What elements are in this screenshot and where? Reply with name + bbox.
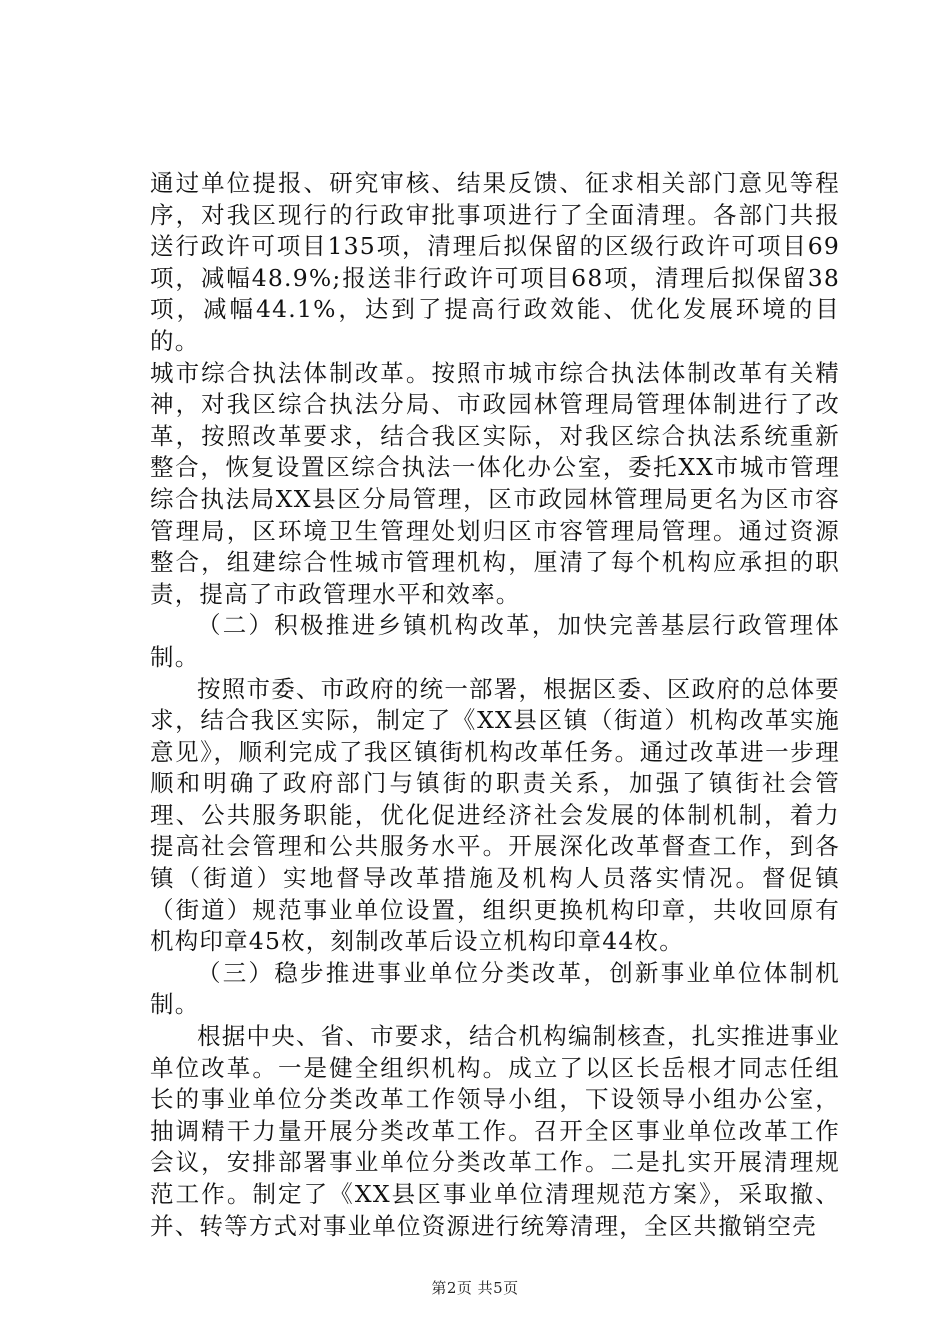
document-body [150,168,840,1242]
paragraph-urban-enforcement: 城市综合执法体制改革。按照市城市综合执法体制改革有关精神，对我区综合执法分局、市政园林管理局管理体制进行了改革，按照改革要求，结合我区实际，对我区综合执法系统重新整合，恢复设置区综合执法一体化办公室，委托XX市城市管理综合执法局XX县区分局管理，区市政园林管理局更名为区市容管理局，区环境卫生管理处划归区市容管理局管理。通过资源整合，组建综合性城市管理机构，厘清了每个机构应承担的职责，提高了市政管理水平和效率。 [150,358,840,608]
paragraph-public-institution-reform: 根据中央、省、市要求，结合机构编制核查，扎实推进事业单位改革。一是健全组织机构。成立了以区长岳根才同志任组长的事业单位分类改革工作领导小组，下设领导小组办公室，抽调精干力量开展分类改革工作。召开全区事业单位改革工作会议，安排部署事业单位分类改革工作。二是扎实开展清理规范工作。制定了《XX县区事业单位清理规范方案》，采取撤、并、转等方式对事业单位资源进行统筹清理，全区共撤销空壳 [150,1022,840,1240]
paragraph-approval-cleanup: 通过单位提报、研究审核、结果反馈、征求相关部门意见等程序，对我区现行的行政审批事项进行了全面清理。各部门共报送行政许可项目135项，清理后拟保留的区级行政许可项目69项，减幅48.9%;报送非行政许可项目68项，清理后拟保留38项，减幅44.1%，达到了提高行政效能、优化发展环境的目的。 [150,169,840,355]
paragraph-township-reform: 按照市委、市政府的统一部署，根据区委、区政府的总体要求，结合我区实际，制定了《XX县区镇（街道）机构改革实施意见》，顺利完成了我区镇街机构改革任务。通过改革进一步理顺和明确了政府部门与镇街的职责关系，加强了镇街社会管理、公共服务职能，优化促进经济社会发展的体制机制，着力提高社会管理和公共服务水平。开展深化改革督查工作，到各镇（街道）实地督导改革措施及机构人员落实情况。督促镇（街道）规范事业单位设置，组织更换机构印章，共收回原有机构印章45枚，刻制改革后设立机构印章44枚。 [150,674,840,956]
section-heading-township-reform: （二）积极推进乡镇机构改革，加快完善基层行政管理体制。 [150,611,840,671]
page-number-footer: 第2页 共5页 [431,1279,519,1297]
section-heading-public-institution-reform: （三）稳步推进事业单位分类改革，创新事业单位体制机制。 [150,958,840,1019]
